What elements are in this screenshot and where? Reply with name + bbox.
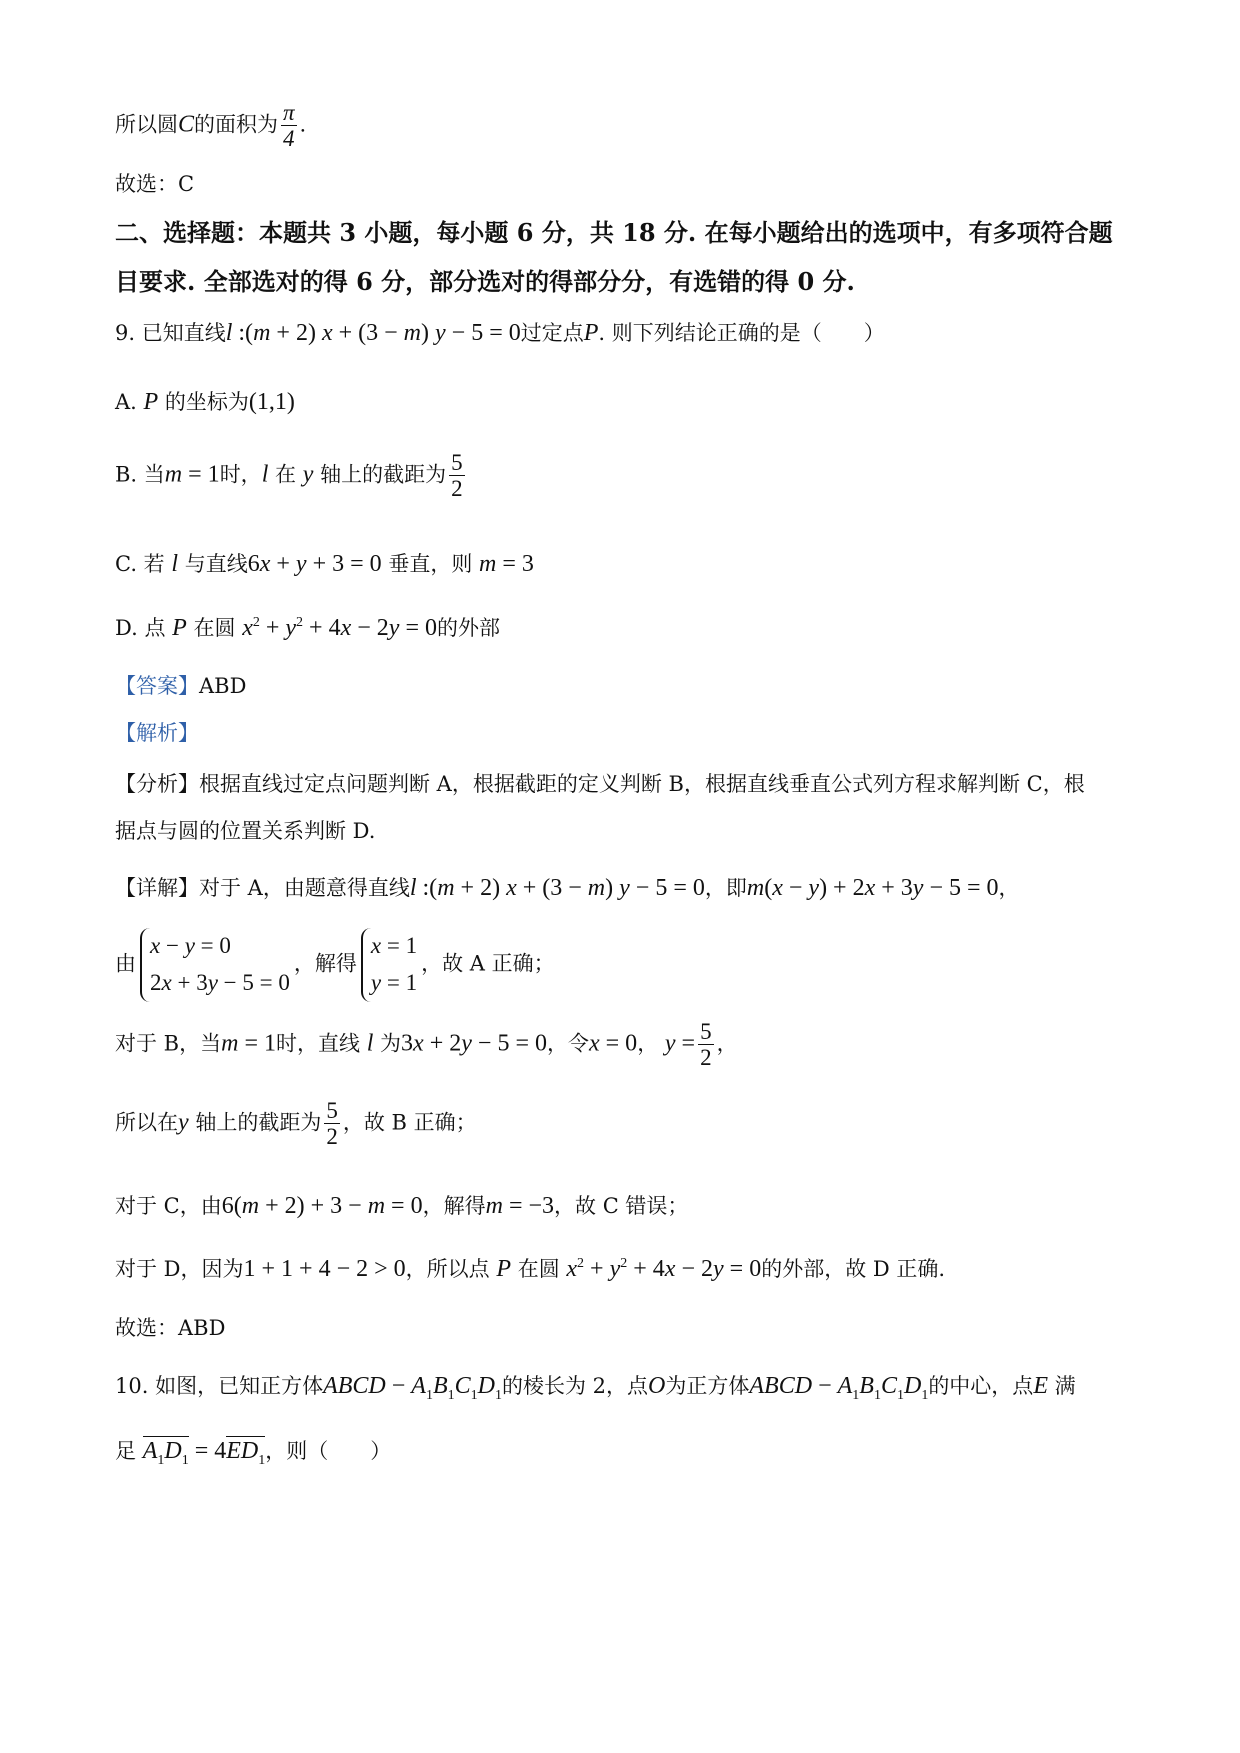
question-10-stem: 10. 如图，已知正方体ABCD − $A_1B_1C_1D_1$的棱长为 2，点O为正方体ABCD − $A_1B_1C_1D_1$的中心，点E 满 [115,1373,1076,1403]
fenxi-line1: 【分析】根据直线过定点问题判断 A，根据截距的定义判断 B，根据直线垂直公式列方程求解判断 C，根 [115,772,1085,796]
text-line-area: 所以圆C的面积为 $\frac{\pi}{4}$ . [115,100,307,152]
fraction-5-2: $\frac{5}{2}$ [700,1019,712,1071]
section-heading-line2: 目要求. 全部选对的得 6 分，部分选对的得部分分，有选错的得 0 分. [115,267,855,296]
fraction-5-2: $\frac{5}{2}$ [326,1098,338,1150]
equation-system-1: x − y = 0 2x + 3y − 5 = 0 [140,928,290,1002]
option-d: D. 点 P 在圆 $x^2 + y^2 + 4x - 2y = 0$的外部 [115,615,500,641]
detail-b-result: 所以在y 轴上的截距为 $\frac{5}{2}$ ，故 B 正确； [115,1098,477,1150]
detail-c: 对于 C，由6(m + 2) + 3 − m = 0，解得m = −3，故 C 错误； [115,1193,689,1219]
answer-line: 【答案】ABD [115,674,247,698]
detail-b: 对于 B，当m = 1时，直线 l 为3x + 2y − 5 = 0，令x = 0， y = $\frac{5}{2}$ ， [115,1019,738,1071]
fraction-pi-4: $\frac{\pi}{4}$ [283,100,295,152]
section-heading-line1: 二、选择题：本题共 3 小题，每小题 6 分，共 18 分. 在每小题给出的选项中，有多项符合题 [115,218,1113,247]
option-b: B. 当m = 1时，l 在 y 轴上的截距为 $\frac{5}{2}$ [115,450,463,502]
fenxi-line2: 据点与圆的位置关系判断 D. [115,819,376,843]
detail-system: 由 x − y = 0 2x + 3y − 5 = 0 ，解得 x = 1 y = 1 ，故 A 正确； [115,928,555,1002]
question-10-stem-line2: 足 $A_1D_1 = 4ED_1$，则（ ） [115,1438,392,1468]
question-9-stem: 9. 已知直线l :(m + 2) x + (3 − m) y − 5 = 0过定点P. 则下列结论正确的是（ ） [115,320,885,346]
detail-d: 对于 D，因为1 + 1 + 4 − 2 > 0，所以点 P 在圆 $x^2 + y^2 + 4x - 2y = 0$的外部，故 D 正确. [115,1256,946,1282]
equation-system-2: x = 1 y = 1 [361,928,417,1002]
answer-line-c: 故选：C [115,172,195,196]
final-answer: 故选：ABD [115,1316,226,1340]
fraction-5-2: $\frac{5}{2}$ [451,450,463,502]
analysis-label: 【解析】 [115,721,199,745]
option-c: C. 若 l 与直线6x + y + 3 = 0 垂直，则 m = 3 [115,551,534,577]
detail-a: 【详解】对于 A，由题意得直线l :(m + 2) x + (3 − m) y − 5 = 0，即m(x − y) + 2x + 3y − 5 = 0， [115,875,1020,901]
option-a: A. P 的坐标为(1,1) [115,389,295,415]
